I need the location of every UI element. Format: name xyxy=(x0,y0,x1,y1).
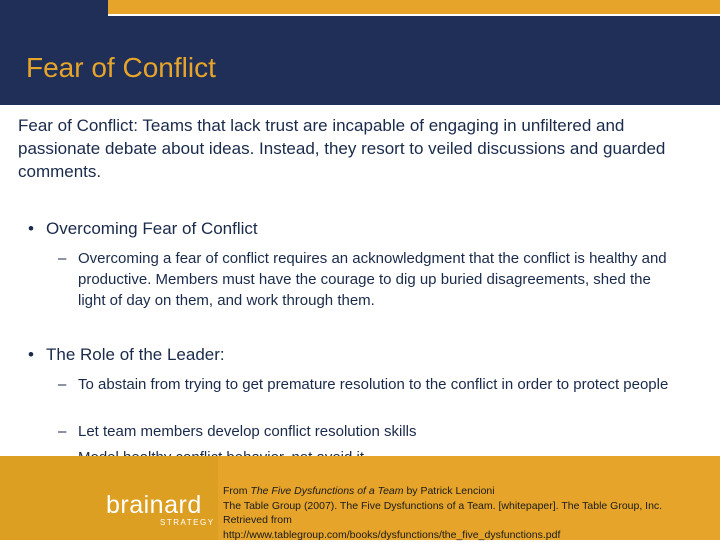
dash-glyph: – xyxy=(58,421,78,442)
header-rule xyxy=(0,102,720,105)
citation-prefix: From xyxy=(223,485,250,497)
intro-paragraph xyxy=(18,114,698,183)
sub-item xyxy=(58,374,678,395)
bullet-overcoming xyxy=(28,219,258,239)
citation-suffix: by Patrick Lencioni xyxy=(404,485,495,497)
bullet-glyph: • xyxy=(28,345,46,365)
bullet-role-of-leader xyxy=(28,345,225,365)
sub-item xyxy=(58,248,678,311)
brand-logo-subtitle: STRATEGY xyxy=(160,518,215,527)
brand-logo: brainard xyxy=(106,491,202,520)
intro-text: Teams that lack trust are incapable of engaging in unfiltered and passionate debate about ideas. Instead, they resort to veiled discussions and guarded comments. xyxy=(18,116,665,181)
sub-item-text: To abstain from trying to get premature resolution to the conflict in order to protect people xyxy=(78,374,678,395)
sub-item-text: Let team members develop conflict resolution skills xyxy=(78,421,678,442)
dash-glyph: – xyxy=(58,374,78,395)
intro-term: Fear of Conflict: xyxy=(18,116,138,135)
citation-line-1 xyxy=(223,484,693,499)
sub-item xyxy=(58,421,678,442)
header-accent-bar xyxy=(108,0,720,14)
sub-item-text: Overcoming a fear of conflict requires an acknowledgment that the conflict is healthy and productive. Members must have the courage to dig up buried disagreements, shed the light of day on them, and work through them. xyxy=(78,248,678,311)
bullet-glyph: • xyxy=(28,219,46,239)
header-accent-line xyxy=(108,14,720,16)
bullet-label: The Role of the Leader: xyxy=(46,345,225,364)
dash-glyph: – xyxy=(58,248,78,311)
citation-url[interactable]: http://www.tablegroup.com/books/dysfunctions/the_five_dysfunctions.pdf xyxy=(223,528,693,542)
citation-book: The Five Dysfunctions of a Team xyxy=(250,485,403,497)
citation xyxy=(223,484,693,542)
slide-title: Fear of Conflict xyxy=(26,52,216,84)
bullet-label: Overcoming Fear of Conflict xyxy=(46,219,258,238)
citation-line-2: The Table Group (2007). The Five Dysfunctions of a Team. [whitepaper]. The Table Group, Inc. Retrieved from xyxy=(223,499,693,528)
